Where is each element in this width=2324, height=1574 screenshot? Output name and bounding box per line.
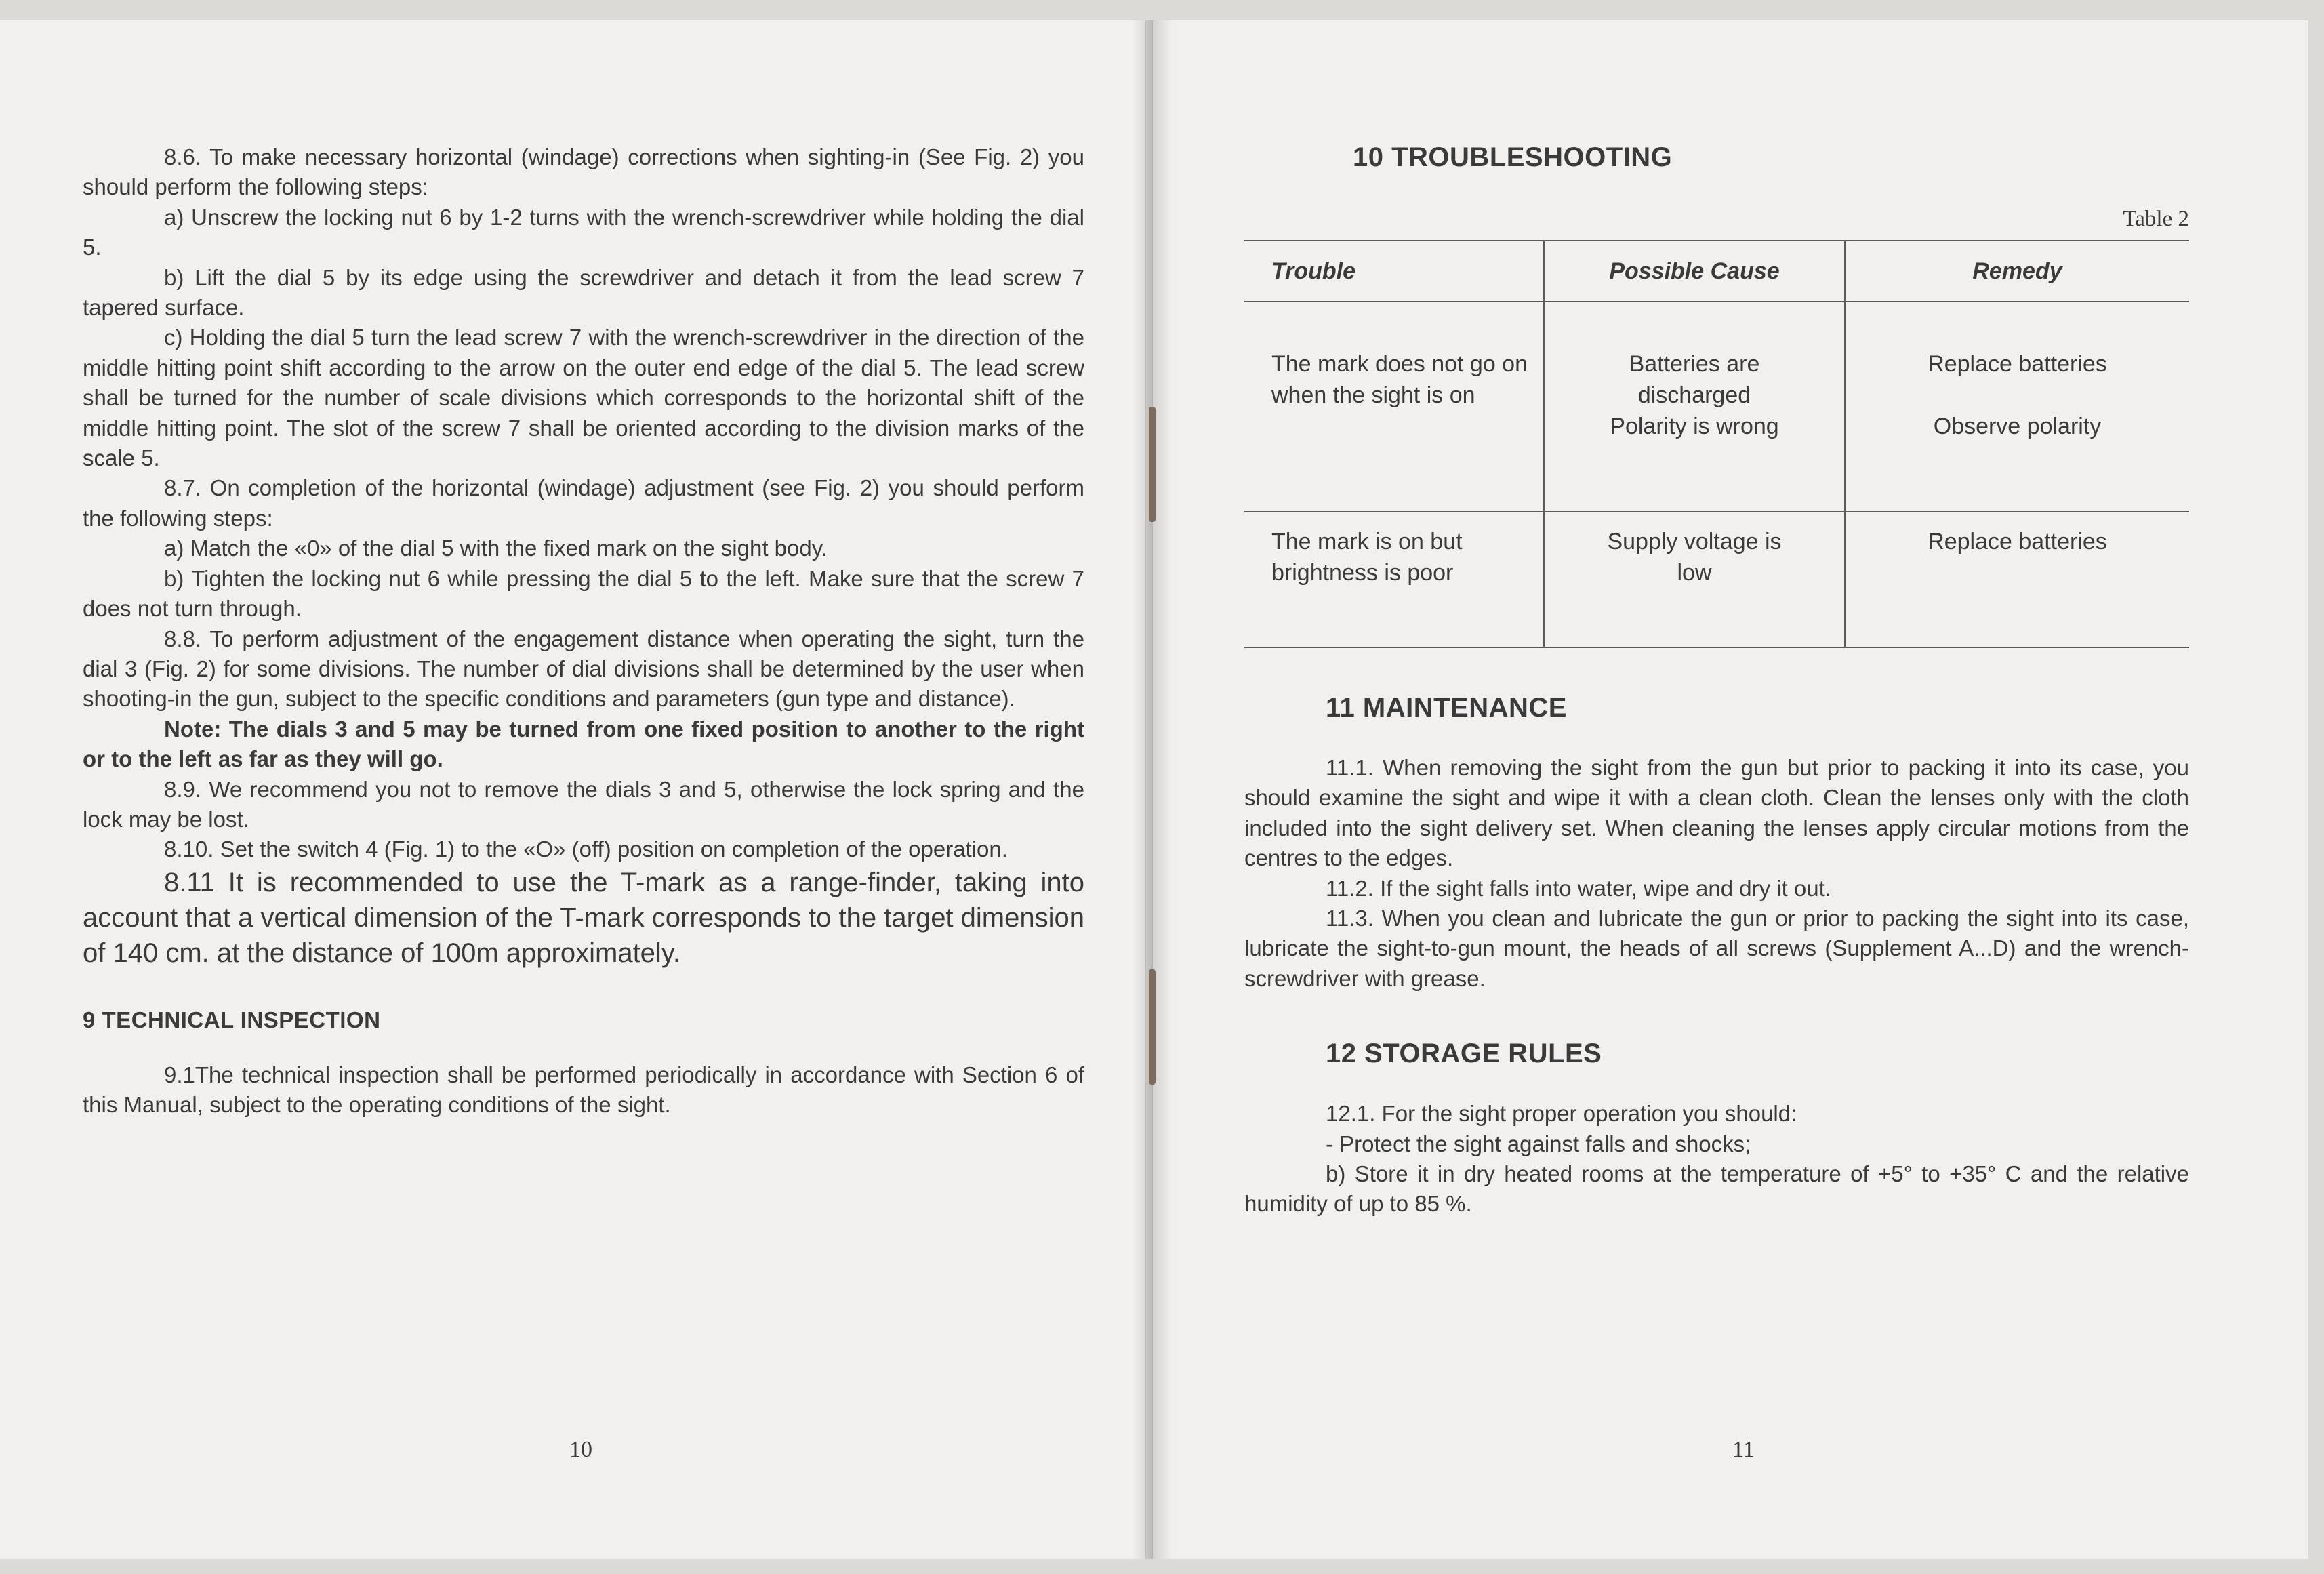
header-remedy: Remedy: [1845, 241, 2189, 302]
row1-remedy: [1845, 302, 2189, 512]
para-8-7-b: b) Tighten the locking nut 6 while pressing the dial 5 to the left. Make sure that the screw 7 does not turn through.: [83, 565, 1084, 622]
para-11-1: 11.1. When removing the sight from the gun but prior to packing it into its case, you should examine the sight and wipe it with a clean cloth. Clean the lenses only with the cloth included into the sight delivery set. When cleaning the lenses apply circular motions from the centres to the edges.: [1244, 755, 2189, 871]
note-dials: Note: The dials 3 and 5 may be turned from one fixed position to another to the right or to the left as far as they will go.: [83, 716, 1084, 772]
para-11-2: 11.2. If the sight falls into water, wipe and dry it out.: [1326, 875, 1831, 901]
para-8-6: 8.6. To make necessary horizontal (windage) corrections when sighting-in (See Fig. 2) you should perform the following steps:: [83, 144, 1084, 200]
staple-bottom: [1149, 969, 1156, 1085]
para-8-6-a: a) Unscrew the locking nut 6 by 1-2 turns with the wrench-screwdriver while holding the dial 5.: [83, 204, 1084, 260]
row1-cause: [1544, 302, 1845, 512]
para-8-7: 8.7. On completion of the horizontal (windage) adjustment (see Fig. 2) you should perform the following steps:: [83, 475, 1084, 531]
para-9-1: 9.1The technical inspection shall be performed periodically in accordance with Section 6 of this Manual, subject to the operating conditions of the sight.: [83, 1062, 1084, 1118]
row1-remedy-1: Replace batteries: [1928, 351, 2107, 377]
row1-cause-2: Polarity is wrong: [1610, 413, 1779, 439]
para-8-6-b: b) Lift the dial 5 by its edge using the screwdriver and detach it from the lead screw 7 tapered surface.: [83, 264, 1084, 321]
para-11-3: 11.3. When you clean and lubricate the gun or prior to packing the sight into its case, lubricate the sight-to-gun mount, the heads of all screws (Supplement A...D) and the wrench-screwdriver with grease.: [1244, 906, 2189, 991]
para-8-6-c: c) Holding the dial 5 turn the lead screw 7 with the wrench-screwdriver in the direction of the middle hitting point shift according to the arrow on the outer end edge of the dial 5. The lead screw shall be turned for the number of scale divisions which corresponds to the horizontal shift of the middle hitting point. The slot of the screw 7 shall be oriented according to the division marks of the scale 5.: [83, 325, 1084, 471]
table-row: [1244, 302, 2189, 512]
para-12-1-b: b) Store it in dry heated rooms at the temperature of +5° to +35° C and the relative humidity of up to 85 %.: [1244, 1161, 2189, 1217]
row1-remedy-2: Observe polarity: [1933, 413, 2102, 439]
row2-cause-text: Supply voltage is low: [1607, 529, 1782, 586]
section-11-heading: 11 MAINTENANCE: [1326, 693, 1567, 723]
troubleshooting-table: [1244, 240, 2189, 648]
row2-trouble: The mark is on but brightness is poor: [1244, 512, 1544, 647]
left-page-content: [83, 142, 1084, 1121]
header-possible-cause: Possible Cause: [1544, 241, 1845, 302]
para-12-1-a: - Protect the sight against falls and shocks;: [1326, 1131, 1751, 1156]
table-header-row: [1244, 241, 2189, 302]
para-8-10: 8.10. Set the switch 4 (Fig. 1) to the «O» (off) position on completion of the operation.: [164, 836, 1008, 862]
page-number-right: 11: [1732, 1437, 1755, 1462]
staple-top: [1149, 407, 1156, 522]
row1-cause-1: Batteries are discharged: [1629, 351, 1760, 408]
para-12-1: 12.1. For the sight proper operation you should:: [1326, 1101, 1797, 1127]
para-8-11: 8.11 It is recommended to use the T-mark as a range-finder, taking into account that a vertical dimension of the T-mark corresponds to the target dimension of 140 cm. at the distance of 100m approximately.: [83, 867, 1084, 968]
header-trouble: Trouble: [1244, 241, 1544, 302]
para-8-8: 8.8. To perform adjustment of the engagement distance when operating the sight, turn the dial 3 (Fig. 2) for some divisions. The number of dial divisions shall be determined by the user when shooting-in the gun, subject to the specific conditions and parameters (gun type and distance).: [83, 626, 1084, 712]
page-number-left: 10: [569, 1437, 592, 1462]
section-10-heading: 10 TROUBLESHOOTING: [1353, 142, 1673, 172]
para-8-7-a: a) Match the «0» of the dial 5 with the fixed mark on the sight body.: [164, 536, 828, 561]
book-spine-fold: [1132, 20, 1173, 1559]
row1-trouble: The mark does not go on when the sight is on: [1244, 302, 1544, 512]
section-9-heading: 9 TECHNICAL INSPECTION: [83, 1007, 381, 1032]
row2-remedy: Replace batteries: [1845, 512, 2189, 647]
table-label: Table 2: [2123, 207, 2189, 231]
section-12-heading: 12 STORAGE RULES: [1326, 1038, 1602, 1069]
para-8-9: 8.9. We recommend you not to remove the dials 3 and 5, otherwise the lock spring and the lock may be lost.: [83, 776, 1084, 832]
right-page-content: [1244, 142, 2189, 1219]
row2-cause: [1544, 512, 1845, 647]
table-row: [1244, 512, 2189, 647]
